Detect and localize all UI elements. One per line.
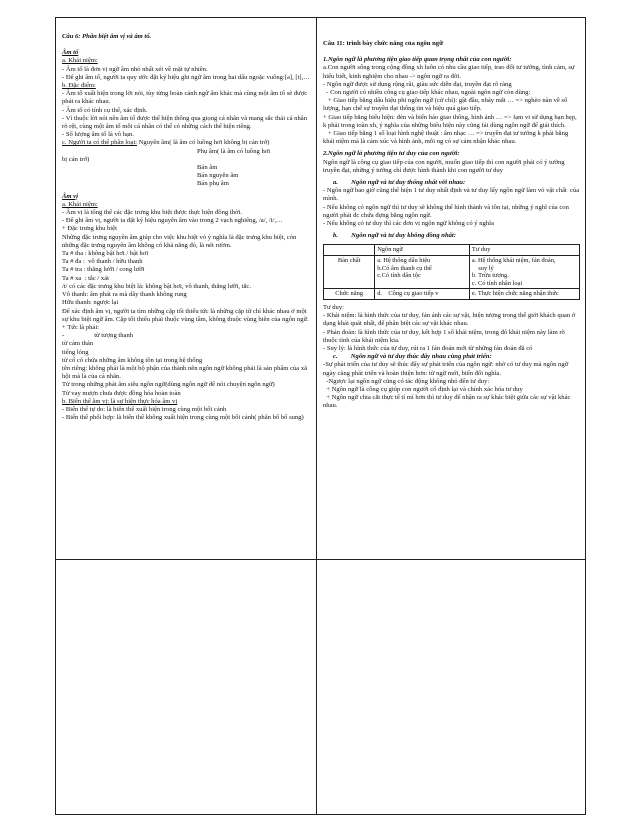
table-line: b. Trừu tượng. xyxy=(471,272,509,280)
comparison-table xyxy=(323,244,580,300)
text-line xyxy=(62,332,311,340)
text-line: - Âm tố có tính cụ thể, xác định. xyxy=(62,106,148,114)
subsection-b-heading: b. Ngôn ngữ và tư duy không đồng nhất: xyxy=(333,232,456,240)
table-header-cell: Tư duy xyxy=(469,245,579,256)
text-line: + Ngôn ngữ là công cụ giúp con người cố định lại và chính xác hóa tư duy xyxy=(323,386,523,394)
text-line: Ta # xa : tắc / xát xyxy=(62,274,109,282)
text-line: + Đặc trưng khu biệt xyxy=(62,225,117,233)
text-line: Phụ âm( là âm có luồng hơi xyxy=(197,147,271,155)
text-line: - Âm vị là tổng thể các đặc trưng khu biệt được thực hiện đồng thời. xyxy=(62,209,242,217)
question-6-heading: Câu 6: Phân biệt âm vị và âm tố. xyxy=(62,33,152,40)
text-line: - Khái niệm: là hình thức của tư duy, fản ánh các sự vật, hiện tượng trong thế giới khách quan ở dạng khái quát nhất, để phân biệt các sự vật khác nhau. xyxy=(323,312,577,328)
am-to-concept-label: a. Khái niệm: xyxy=(62,57,98,65)
variant-label: b. Biến thể âm vị: là sự hiện thực hóa âm vị xyxy=(62,397,178,405)
text-line: + Tức là phải: xyxy=(62,323,100,331)
text-line: Để xác định âm vị, người ta tìm những cặp tối thiểu tức là những cặp từ chỉ khác nhau ở một sự khu biệt ngữ âm. Cặp tối thiểu phải thuộc vùng tầm, không thuộc vùng biên của ngôn ngữ. xyxy=(62,307,309,323)
empty-cell-bottom-left xyxy=(55,559,317,815)
table-cell: d. Công cụ giao tiếp v xyxy=(375,289,470,300)
table-line: c.Có tính dân tộc xyxy=(377,272,421,280)
table-line: a. Hệ thống khái niệm, fán đoán, xyxy=(471,257,556,265)
text-line: bị cản trở) xyxy=(62,155,90,163)
classification-line xyxy=(62,139,311,147)
text-line: - Biến thể tự do: là biến thể xuất hiện trong cùng một bối cảnh xyxy=(62,405,227,413)
text-line: + Giao tiếp bằng dấu hiệu phi ngôn ngữ (cử chỉ): gật đầu, nháy mắt … => nghèo nàn về số lượng, hạn chế sự truyền đạt thông tin và hiệu quả giao tiếp. xyxy=(323,97,569,113)
text-line: + Giao tiếp bằng biểu hiện: đèn và biển báo giao thông, hình ảnh … => fạm vi sử dụng hạn hẹp, k phải trong toàn xh, ý nghĩa của những biểu hiện này cũng fải dùng ngôn ngữ để giải thích. xyxy=(323,113,579,129)
table-cell: e. Thực hiện chức năng nhận thức xyxy=(469,289,579,300)
dash-marker: - xyxy=(62,332,65,340)
am-vi-title: Âm vị xyxy=(62,192,78,200)
text-line: Bán âm xyxy=(197,164,218,172)
text-line: Bán phụ âm xyxy=(197,180,229,188)
text-line: - Vì thuộc lời nói nên âm tố được thể hiện thông qua giọng cá nhân và mang sắc thái cá nhân rõ rệt, cùng một âm tố mỗi cá nhân có thể có những cách thể hiện riêng. xyxy=(62,114,309,131)
table-header-row xyxy=(324,245,580,256)
table-cell xyxy=(324,245,375,256)
table-cell: Bản chất xyxy=(324,256,375,289)
text-line: - Con người có nhiều công cụ giao tiếp khác nhau, ngoài ngôn ngữ còn dùng: xyxy=(323,89,531,97)
text-line: Ta # tha : không bật hơi / bật hơi xyxy=(62,250,149,258)
table-line: b.Có âm thanh cụ thể xyxy=(377,264,432,272)
table-line: suy lý xyxy=(471,264,494,272)
text-line: - Số lượng âm tố là vô hạn. xyxy=(62,131,134,139)
table-cell: Chức năng xyxy=(324,289,375,300)
text-line: - Để ghi âm vị, người ta đặt ký hiệu nguyên âm vào trong 2 vạch nghiêng, /a/, /t/,… xyxy=(62,217,283,225)
text-line: - Nếu không có ngôn ngữ thì tư duy sẽ không thể hình thành và tồn tại, những ý nghĩ của con người phải đc chứa đựng bằng ngôn ngữ. xyxy=(323,203,571,219)
empty-cell-bottom-right xyxy=(316,559,586,815)
classification-text: Nguyên âm( là âm có luồng hơi không bị cản trở) xyxy=(137,139,270,147)
onomatopoeia-text: từ tượng thanh xyxy=(94,332,134,340)
text-line: tên riêng: không phải là một bộ phận của thành nên ngôn ngữ không phải là sản phẩm của xã hội mà là của cá nhân. xyxy=(62,364,309,381)
table-line: c. Có tính nhân loại xyxy=(471,279,523,287)
text-line: + Giao tiếp bằng 1 số loại hình nghệ thuật : âm nhạc … => truyền đạt tư tưởng k phải bằng khái niệm mà là cảm xúc và hình ảnh, mỗi ng có sự cảm nhận khác nhau. xyxy=(323,130,570,146)
text-line: /t/ có các đặc trưng khu biệt là: không bật hơi, vô thanh, thẳng lưỡi, tắc. xyxy=(62,282,251,290)
text-line: - Ngôn ngữ bao giờ cũng thể hiện 1 tư duy nhất định và tư duy lấy ngôn ngữ làm vỏ vật chất của mình. xyxy=(323,187,581,203)
text-line: từ cổ có chứa những âm không tồn tại trong hệ thống xyxy=(62,356,203,364)
text-line: - Âm tố xuất hiện trong lời nói, tùy từng hoàn cảnh ngữ âm khác mà cùng một âm tố sẽ được phát ra khác nhau. xyxy=(62,90,309,106)
right-column-cell xyxy=(316,17,586,560)
section-1-heading: 1.Ngôn ngữ là phương tiện giao tiếp quan trọng nhất của con người: xyxy=(323,56,512,64)
table-header-cell: Ngôn ngữ xyxy=(375,245,470,256)
text-line: -Ngược lại ngôn ngữ cũng có tác động không nhỏ đến tư duy: xyxy=(323,377,490,385)
table-cell xyxy=(375,256,470,289)
text-line: - Âm tố là đơn vị ngữ âm nhỏ nhất xét về mặt tự nhiên. xyxy=(62,65,208,73)
text-line: - Phán đoán: là hình thức của tư duy, kết hợp 1 số khái niệm, trong đó khái niệm này làm rõ thuộc tính của khái niệm kia. xyxy=(323,328,567,344)
table-row xyxy=(324,289,580,300)
text-line: từ cảm thán xyxy=(62,340,94,348)
text-line: + Ngôn ngữ chia cắt thực tế tí mỉ hơn thì tư duy để nhận ra sự khác biệt giữa các sự vật khác nhau. xyxy=(323,394,573,410)
question-11-heading: Câu 11: trình bày chức năng của ngôn ngữ xyxy=(323,40,444,47)
classification-label: c. Người ta có thể phân loại: xyxy=(62,139,137,147)
text-line: - Ngôn ngữ được sử dụng rộng rãi, giàu sức diễn đạt, truyền đạt rõ ràng xyxy=(323,80,512,88)
am-vi-concept-label: a. Khái niệm: xyxy=(62,200,98,208)
text-line: -Sự phát triển của tư duy sẽ thúc đẩy sự phát triển của ngôn ngữ: nhờ có tư duy mà ngôn ngữ ngày càng phát triển và hoàn thiện hơn: từ ngữ mới, biến đổi nghĩa. xyxy=(323,361,570,377)
table-row xyxy=(324,256,580,289)
text-line: - Biến thể phối hợp: là biến thể không xuất hiện trong cùng một bối cảnh( phân bố bổ sung) xyxy=(62,414,304,422)
text-line: Tư duy: xyxy=(323,304,344,312)
text-line: Ngôn ngữ là công cụ giao tiếp của con người, muốn giao tiếp thì con người phải có ý tưởng truyền đạt, những ý tưởng chỉ được hình thành khi con người tư duy xyxy=(323,158,567,174)
subsection-a-heading: a. Ngôn ngữ và tư duy thống nhất với nhau: xyxy=(333,179,466,187)
text-line: - Nếu không có tư duy thì các đơn vị ngôn ngữ không có ý nghĩa xyxy=(323,220,494,228)
text-line: Từ vay mượn chưa được đồng hóa hoàn toàn xyxy=(62,389,181,397)
text-line: - Suy lý: là hình thức của tư duy, rút ra 1 fán đoán mới từ những fán đoán đã có xyxy=(323,345,533,353)
text-line: tiếng lóng xyxy=(62,348,89,356)
text-line: Vô thanh: âm phát ra mà dây thanh không rung xyxy=(62,291,187,299)
am-to-title: Âm tố xyxy=(62,49,79,57)
subsection-c-heading: c. Ngôn ngữ và tư duy thúc đẩy nhau cùng phát triển: xyxy=(333,353,492,361)
section-2-heading: 2.Ngôn ngữ là phương tiện tư duy của con người: xyxy=(323,150,460,158)
table-cell xyxy=(469,256,579,289)
text-line: Ta # đa : vô thanh / hữu thanh xyxy=(62,258,143,266)
text-line: Ta # tra : thăng lưỡi / cong lưỡi xyxy=(62,266,145,274)
table-line: a. Hệ thống dấu hiệu xyxy=(377,257,431,265)
text-line: Những đặc trưng nguyên âm giúp cho việc khu biệt vỏ ý nghĩa là đặc trưng khu biệt, còn những đặc trưng nguyên âm không có khả năng đó, là nét rườm. xyxy=(62,233,298,249)
text-line: Bán nguyên âm xyxy=(197,172,239,180)
text-line: a.Con người sống trong cộng đồng xh luôn có nhu cầu giao tiếp, trao đổi tư tưởng, tình cảm, sự hiểu biết, kinh nghiệm cho nhau -> ngôn ngữ ra đời. xyxy=(323,64,577,80)
text-line: Từ trong những phát âm siêu ngôn ngữ(dùng ngôn ngữ để nói chuyện ngôn ngữ) xyxy=(62,381,275,389)
text-line: - Để ghi âm tố, người ta quy ước đặt ký hiệu ghi ngữ âm trong hai dấu ngoặc vuông:[a], [t],… xyxy=(62,73,310,81)
am-to-feature-label: b. Đặc điểm: xyxy=(62,82,96,90)
left-column-cell xyxy=(55,17,317,560)
text-line: Hữu thanh: ngược lại xyxy=(62,299,119,307)
